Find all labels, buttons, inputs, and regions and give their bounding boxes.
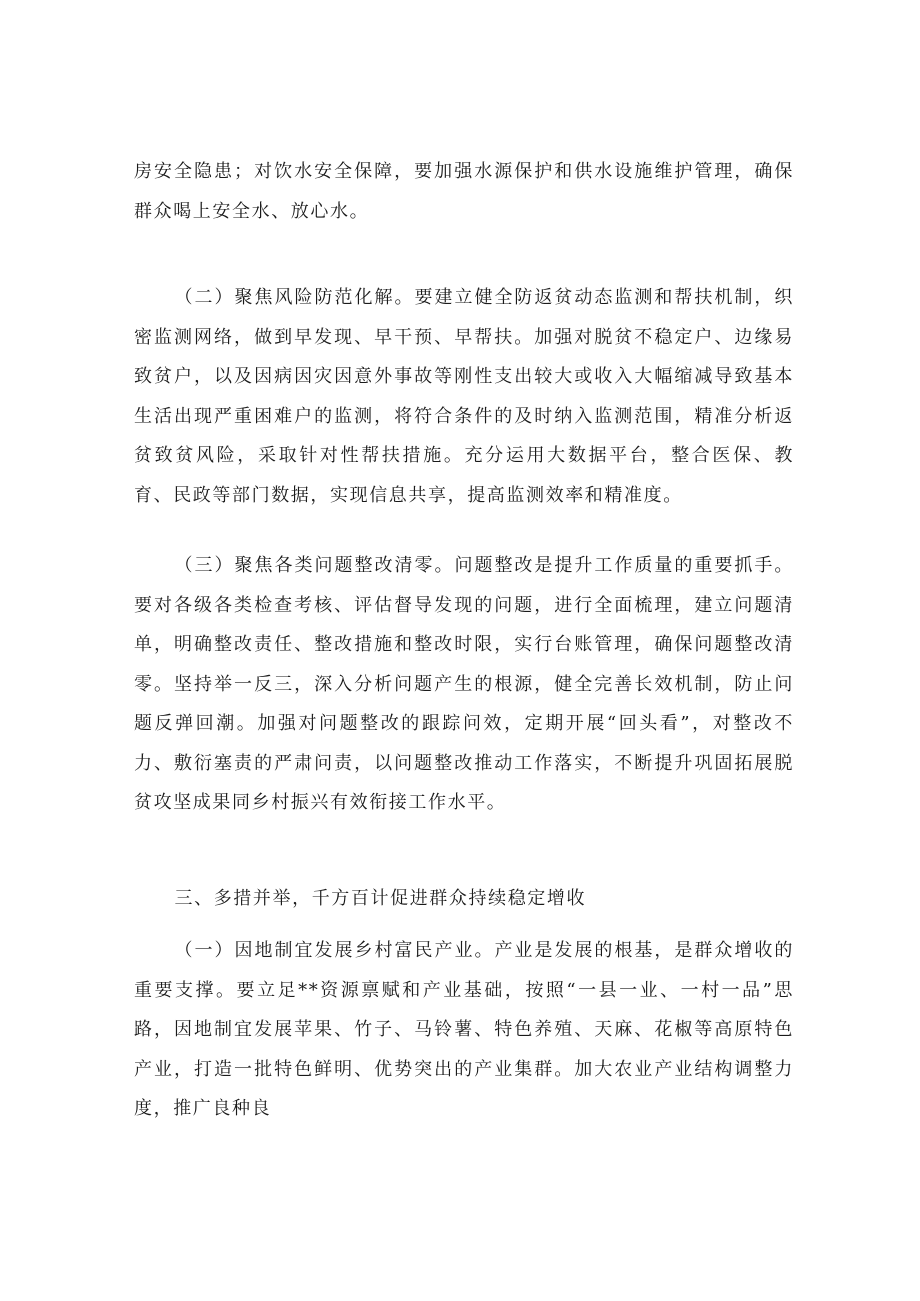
body-paragraph-continued: 房安全隐患；对饮水安全保障，要加强水源保护和供水设施维护管理，确保群众喝上安全水、放心水。 xyxy=(134,161,794,222)
body-paragraph-risk-prevention: （二）聚焦风险防范化解。要建立健全防返贫动态监测和帮扶机制，织密监测网络，做到早发现、早干预、早帮扶。加强对脱贫不稳定户、边缘易致贫户，以及因病因灾因意外事故等刚性支出较大或收入大幅缩减导致基本生活出现严重困难户的监测，将符合条件的及时纳入监测范围，精准分析返贫致贫风险，采取针对性帮扶措施。充分运用大数据平台，整合医保、教育、民政等部门数据，实现信息共享，提高监测效率和精准度。 xyxy=(134,287,794,506)
section-heading: 三、多措并举，千方百计促进群众持续稳定增收 xyxy=(174,888,587,909)
body-paragraph-problem-rectification: （三）聚焦各类问题整改清零。问题整改是提升工作质量的重要抓手。要对各级各类检查考核、评估督导发现的问题，进行全面梳理，建立问题清单，明确整改责任、整改措施和整改时限，实行台账管理，确保问题整改清零。坚持举一反三，深入分析问题产生的根源，健全完善长效机制，防止问题反弹回潮。加强对问题整改的跟踪问效，定期开展“回头看”，对整改不力、敷衍塞责的严肃问责，以问题整改推动工作落实，不断提升巩固拓展脱贫攻坚成果同乡村振兴有效衔接工作水平。 xyxy=(134,555,794,813)
body-paragraph-rural-industry: （一）因地制宜发展乡村富民产业。产业是发展的根基，是群众增收的重要支撑。要立足**资源禀赋和产业基础，按照“一县一业、一村一品”思路，因地制宜发展苹果、竹子、马铃薯、特色养殖、天麻、花椒等高原特色产业，打造一批特色鲜明、优势突出的产业集群。加大农业产业结构调整力度，推广良种良 xyxy=(134,940,794,1119)
